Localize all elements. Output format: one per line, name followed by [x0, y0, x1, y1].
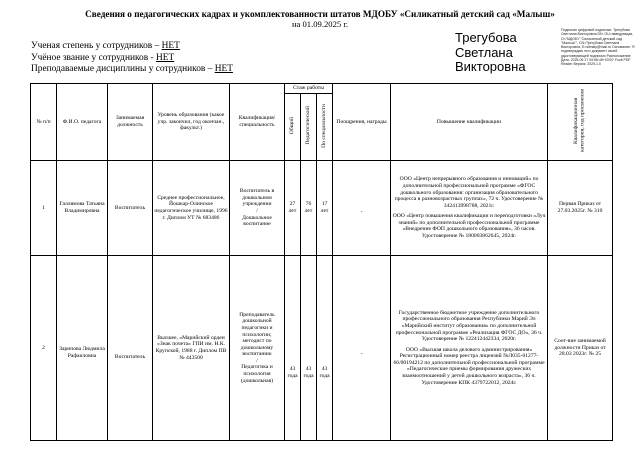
row-education: Среднее профессиональное, Йошкар-Олинское педагогическое училище, 1996 г. Диплом УТ № 683486 [153, 161, 230, 256]
info-disciplines [31, 64, 233, 75]
row-category: Соот-вие занимаемой должности Приказ от 28.03 2023г. № 25 [548, 256, 613, 441]
header-exp-ped [301, 94, 317, 161]
row-category: Первая Приказ от 27.03.2025г. № 310 [548, 161, 613, 256]
qualification-secondary: Дошкольное воспитание [242, 214, 272, 228]
header-exp-spec [317, 94, 333, 161]
digital-signature-details: Подписан цифровой подписью: Трегубова Светлана Викторовна DN: OU=заведующая, O="МДОБУ "Силикатный детский сад "Малыш"", CN=Трегубова Светлана Викторовна, E=silmaly@mail.ru Основание: Я подтверждаю этот документ своей удостоверяющей подписью Расположение: Дата: 2025.09.17 09:58:46+03'00' Foxit PDF Reader Версия: 2025.1.0 [561, 28, 635, 67]
row-fio: Зарипова Людмила Рафаиловна [57, 256, 108, 441]
row-awards: - [333, 256, 391, 441]
qualification-primary: Воспитатель в дошкольном учреждении [239, 188, 275, 208]
qualification-separator: / [256, 357, 258, 364]
signature-name-line: Светлана [455, 44, 513, 60]
row-num: 2 [31, 256, 57, 441]
qualification-primary: Преподаватель дошкольной педагогики и психологии; методист по дошкольному воспитанию [239, 311, 275, 358]
header-qualification: Квалификация/ специальность [230, 84, 285, 161]
header-education: Уровень образования (какое учр. закончил, год окончан., факульт.) [153, 84, 230, 161]
page-subtitle-date: на 01.09.2025 г. [291, 19, 349, 29]
header-category-text: Квалификационная категория, год присвоения [573, 89, 587, 153]
row-num: 1 [31, 161, 57, 256]
row-exp-spec: 43 года [317, 256, 333, 441]
digital-signature-name [455, 31, 559, 75]
row-exp-ped: 43 года [301, 256, 317, 441]
header-exp-ped-text: Педагогический [305, 106, 312, 146]
info-academic-degree-value: НЕТ [161, 41, 180, 51]
header-category [548, 84, 613, 161]
signature-name-line: Викторовна [455, 59, 526, 74]
header-num: № п/п [31, 84, 57, 161]
row-exp-total: 43 года [285, 256, 301, 441]
row-exp-total: 27 лет [285, 161, 301, 256]
training-entry: ООО «Центр повышения квалификации и переподготовки «Луч знаний» по дополнительной профессиональной программе «Внедрение ФОП дошкольного образования», 36 часов. Удостоверение № 180003862645, 2024г. [392, 213, 546, 240]
row-position: Воспитатель [108, 161, 153, 256]
header-fio: Ф.И.О. педагога [57, 84, 108, 161]
page-title: Сведения о педагогических кадрах и укомплектованности штатов МДОБУ «Силикатный детский сад «Малыш» [85, 9, 555, 19]
header-exp-total-text: Общий [289, 117, 296, 135]
info-academic-degree [31, 41, 180, 52]
training-entry: ООО «Высшая школа делового администрирования» Регистрационный номер реестра лицензий №Л035-01277-66/00194212 по дополнительной профессиональной программе «Педагогические приемы формирования дружеских взаимоотношений у детей дошкольного возраста», 36 ч. Удостоверение КПК 4379722012, 2024г. [393, 346, 545, 386]
header-training: Повышение квалификации [391, 84, 548, 161]
header-exp-spec-text: По специальности [321, 103, 328, 148]
info-disciplines-value: НЕТ [214, 64, 233, 74]
row-exp-ped: 76 лет [301, 161, 317, 256]
row-exp-spec: 17 лет [317, 161, 333, 256]
table-row [31, 256, 613, 441]
info-academic-rank-value: НЕТ [155, 53, 175, 63]
info-academic-rank [31, 53, 174, 64]
row-training [391, 256, 548, 441]
training-entry: Государственное бюджетное учреждение дополнительного профессионального образования Республики Марий Эл «Марийский институт образования» по дополнительной профессиональной программе «Реализация ФГОС ДО», 36 ч. Удостоверение № 122412442334, 2020г. [395, 309, 543, 343]
table-row [31, 161, 613, 256]
header-experience: Стаж работы [285, 84, 333, 94]
info-disciplines-label: Преподаваемые дисциплины у сотрудников – [31, 64, 215, 74]
signature-name-line: Трегубова [455, 30, 517, 45]
row-qualification [230, 256, 285, 441]
header-exp-total [285, 94, 301, 161]
row-training [391, 161, 548, 256]
row-education: Высшее, «Марийский орден «Знак почета» ГПИ им. Н.К. Крупской, 1988 г. Диплом ПВ № 443500 [153, 256, 230, 441]
info-academic-degree-label: Ученая степень у сотрудников – [31, 41, 162, 51]
row-position: Воспитатель [108, 256, 153, 441]
training-entry: ООО «Центр непрерывного образования и инноваций» по дополнительной профессиональной программе «ФГОС дошкольного образования: организация образовательного процесса в разновозрастных группах», 72 ч. Удостоверение № 342413998788, 2021г. [394, 176, 544, 209]
row-awards: - [333, 161, 391, 256]
header-position: Занимаемая должность [108, 84, 153, 161]
row-qualification [230, 161, 285, 256]
info-academic-rank-label: Учёное звание у сотрудников - [31, 53, 156, 63]
staff-table [30, 83, 613, 441]
qualification-separator: / [256, 208, 258, 214]
header-awards: Поощрения, награды [333, 84, 391, 161]
row-fio: Галлямова Татьяна Владимировна [57, 161, 108, 256]
qualification-secondary: Педагогика и психология (дошкольная) [240, 364, 274, 384]
